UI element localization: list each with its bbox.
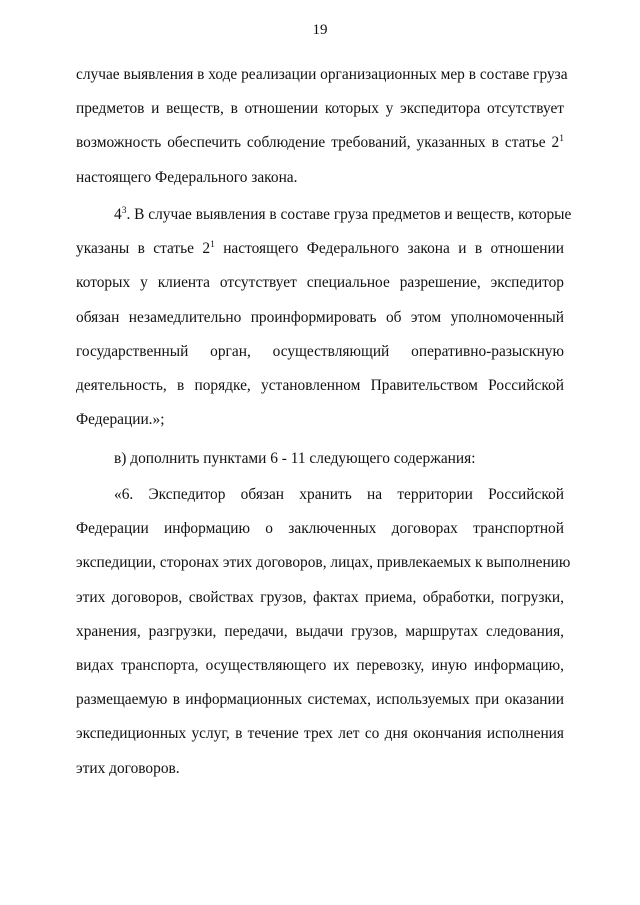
paragraph-2-line-6: деятельность, в порядке, установленном Правительством Российской bbox=[76, 376, 564, 394]
paragraph-4-line-5: хранения, разгрузки, передачи, выдачи грузов, маршрутах следования, bbox=[76, 622, 564, 640]
paragraph-2 bbox=[76, 198, 572, 437]
paragraph-1-line-3 bbox=[76, 126, 564, 160]
page-number: 19 bbox=[312, 22, 328, 38]
paragraph-4-line-6: видах транспорта, осуществляющего их перевозку, иную информацию, bbox=[76, 656, 564, 674]
paragraph-1-line-4: настоящего Федерального закона. bbox=[76, 168, 298, 186]
paragraph-4-line-2: Федерации информацию о заключенных договорах транспортной bbox=[76, 520, 564, 538]
paragraph-1-line-3-text: возможность обеспечить соблюдение требований, указанных в статье 2 bbox=[76, 134, 560, 152]
paragraph-2-line-1-text: . В случае выявления в составе груза предметов и веществ, которые bbox=[126, 206, 572, 223]
item-number-superscript: 3 bbox=[121, 206, 127, 216]
item-number: 4 bbox=[114, 206, 122, 223]
footnote-superscript: 1 bbox=[559, 134, 564, 145]
paragraph-4-line-7: размещаемую в информационных системах, используемых при оказании bbox=[76, 691, 564, 709]
article-superscript: 1 bbox=[210, 240, 215, 251]
paragraph-2-line-3: которых у клиента отсутствует специальное разрешение, экспедитор bbox=[76, 274, 564, 292]
paragraph-2-line-2 bbox=[76, 232, 564, 266]
paragraph-3-line-1: в) дополнить пунктами 6 - 11 следующего содержания: bbox=[114, 450, 476, 467]
paragraph-4-line-8: экспедиционных услуг, в течение трех лет со дня окончания исполнения bbox=[76, 725, 564, 743]
paragraph-4 bbox=[76, 478, 571, 786]
paragraph-1-line-2: предметов и веществ, в отношении которых у экспедитора отсутствует bbox=[76, 100, 564, 118]
paragraph-1 bbox=[76, 58, 568, 195]
paragraph-4-line-1: «6. Экспедитор обязан хранить на территории Российской bbox=[114, 486, 564, 503]
paragraph-4-line-3: экспедиции, сторонах этих договоров, лицах, привлекаемых к выполнению bbox=[76, 554, 571, 572]
paragraph-2-line-4: обязан незамедлительно проинформировать об этом уполномоченный bbox=[76, 308, 564, 326]
paragraph-2-line-2-post: настоящего Федерального закона и в отношении bbox=[214, 240, 564, 258]
paragraph-3 bbox=[76, 442, 564, 476]
paragraph-2-line-1 bbox=[76, 198, 572, 232]
paragraph-1-line-1: случае выявления в ходе реализации организационных мер в составе груза bbox=[76, 66, 568, 83]
paragraph-2-line-7: Федерации.»; bbox=[76, 411, 165, 429]
paragraph-2-line-5: государственный орган, осуществляющий оперативно-разыскную bbox=[76, 342, 564, 360]
paragraph-2-line-2-pre: указаны в статье 2 bbox=[76, 240, 211, 258]
paragraph-4-line-4: этих договоров, свойствах грузов, фактах приема, обработки, погрузки, bbox=[76, 588, 564, 606]
paragraph-4-line-9: этих договоров. bbox=[76, 759, 180, 777]
